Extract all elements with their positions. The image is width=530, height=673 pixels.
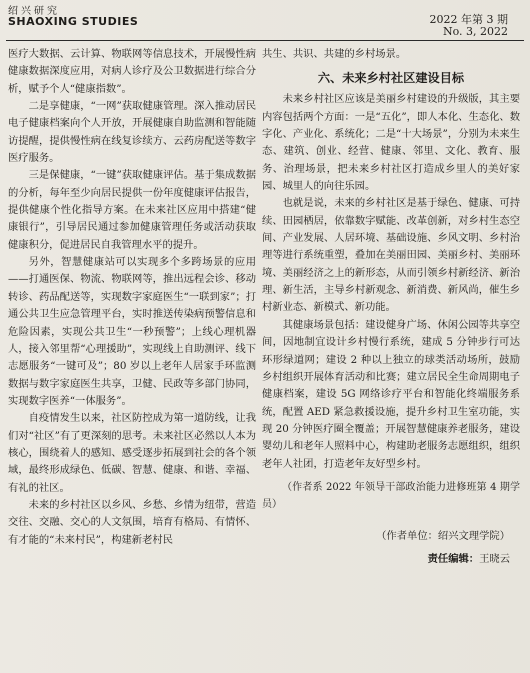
paragraph: 医疗大数据、云计算、物联网等信息技术，开展慢性病健康数据深度应用，对病人诊疗及公卫数据进行综合分析，赋予个人“健康指数”。 [8,48,256,95]
editor-credit [262,551,520,568]
issue-number-cn: 2022 年第 3 期 [429,13,508,26]
author-affiliation: （作者单位：绍兴文理学院） [376,529,510,542]
journal-title-cn: 绍兴研究 [8,6,60,17]
right-column [262,46,520,568]
issue-number-en: No. 3, 2022 [442,25,508,38]
left-column [8,46,256,549]
author-note: （作者系 2022 年领导干部政治能力进修班第 4 期学员） [262,481,520,511]
paragraph: 未来的乡村社区以乡风、乡愁、乡情为纽带，营造交往、交融、交心的人文氛围，培育有格局、有情怀、有才能的“未来村民”，构建新老村民 [8,498,256,546]
paragraph: 未来乡村社区应该是美丽乡村建设的升级版，其主要内容包括两个方面：一是“五化”，即人本化、生态化、数字化、产业化、系统化；二是“十大场景”，分别为未来生态、建筑、创业、经营、健康、邻里、文化、教育、服务、治理场景，把未来乡村社区打造成乡里人的美好家园、城里人的向往乐园。 [262,93,520,193]
section-heading: 六、未来乡村社区建设目标 [317,71,465,86]
paragraph: 另外，智慧健康站可以实现多个多跨场景的应用——打通医保、物流、物联网等，推出远程会诊、移动转诊、药品配送等，实现数字家庭医生“一联到家”；打通公共卫生应急管理平台，实时推送传染病预警信息和危险因素，实现公共卫生“一秒预警”；上线心理机器人，接入邻里帮“心理援助”，实现线上自助测评、线下志愿服务“一键可及”；80 岁以上老年人居家手环监测数据与数字家庭医生共享，卫健、民政等多部门协同，实现数字医养“一体服务”。 [8,256,256,407]
paragraph: 共生、共识、共建的乡村场景。 [262,48,407,60]
page-header [0,0,530,40]
journal-title-en: SHAOXING STUDIES [8,15,139,28]
paragraph: 其健康场景包括：建设健身广场、休闲公园等共享空间，因地制宜设计乡村慢行系统，建成 5 分钟步行可达环形绿道网；建设 2 种以上独立的球类活动场所，鼓励乡村组织开展体育活动和比赛；建立居民全生命周期电子健康档案，建设 5G 网络诊疗平台和智能化终端服务系统，配置 AED 紧急救援设施，提升乡村卫生室功能，实现 20 分钟医疗圈全覆盖；开展智慧健康养老服务，建设婴幼儿和老年人照料中心，构建助老服务志愿组织，组织老年人社团，打造老年友好型乡村。 [262,318,520,470]
paragraph: 二是享健康，“一网”获取健康管理。深入推动居民电子健康档案向个人开放，开展健康自助监测和智能随访提醒，提供慢性病在线复诊续方、云药房配送等数字医疗服务。 [8,100,256,165]
paragraph: 也就是说，未来的乡村社区是基于绿色、健康、可持续、田园栖居，依靠数字赋能、改革创新，对乡村生态空间、产业发展、人居环境、基础设施、乡风文明、乡村治理等进行系统重塑，叠加在美丽田园、美丽乡村、美丽环境、美丽经济之上的新形态，从而引领乡村新经济、新治理、新生活，主导乡村新观念、新消费、新风尚，催生乡村新业态、新模式、新功能。 [262,197,520,314]
editor-label: 责任编辑： [427,552,480,565]
paragraph: 自疫情发生以来，社区防控成为第一道防线，让我们对“社区”有了更深刻的思考。未来社区必然以人本为核心，围绕着人的感知、感受逐步拓展到社会的各个领域，最终形成绿色、低碳、智慧、健康、和谐、幸福、有礼的社区。 [8,412,256,494]
header-rule [6,40,524,41]
paragraph: 三是保健康，“一键”获取健康评估。基于集成数据的分析，每年至少向居民提供一份年度健康评估报告，提供健康个性化指导方案。在未来社区应用中搭建“健康银行”，引导居民通过参加健康管理任务或活动获取健康积分，促进居民自我管理水平的提升。 [8,169,256,251]
editor-name: 王晓云 [479,552,510,565]
